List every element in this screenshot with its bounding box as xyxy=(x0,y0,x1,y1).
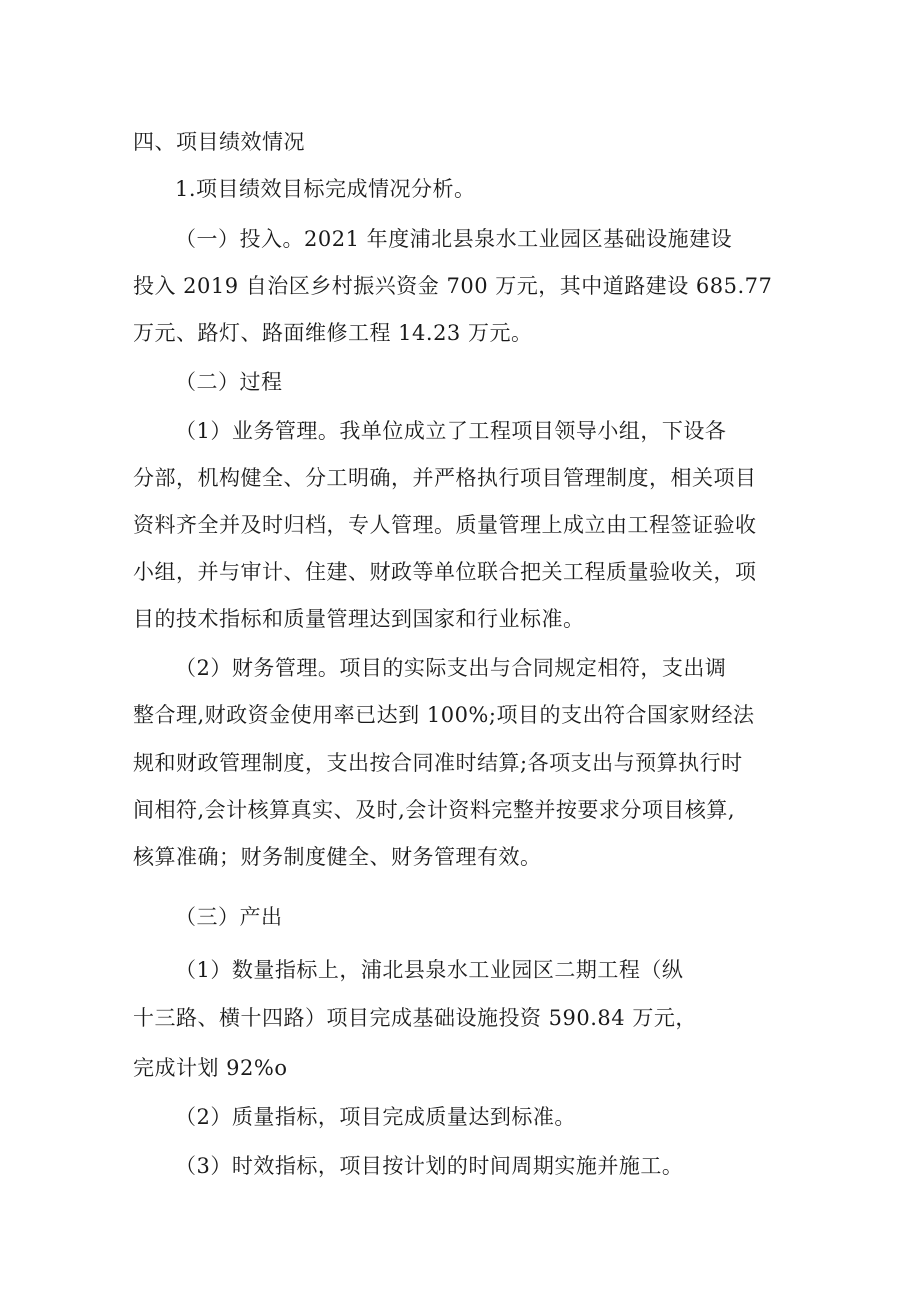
paragraph-line: （三）产出 xyxy=(175,905,283,929)
paragraph-line: （2）财务管理。项目的实际支出与合同规定相符，支出调 xyxy=(175,656,727,680)
paragraph-line: 目的技术指标和质量管理达到国家和行业标准。 xyxy=(133,607,585,631)
paragraph-line: 规和财政管理制度，支出按合同准时结算;各项支出与预算执行时 xyxy=(133,751,743,775)
paragraph-line: 投入 2019 自治区乡村振兴资金 700 万元，其中道路建设 685.77 xyxy=(133,274,773,298)
paragraph-line: 完成计划 92%o xyxy=(133,1056,288,1080)
paragraph-line: 核算准确；财务制度健全、财务管理有效。 xyxy=(133,845,542,869)
paragraph-line: 十三路、横十四路）项目完成基础设施投资 590.84 万元， xyxy=(133,1006,697,1030)
paragraph-line: （1）数量指标上，浦北县泉水工业园区二期工程（纵 xyxy=(175,958,684,982)
paragraph-line: 小组，并与审计、住建、财政等单位联合把关工程质量验收关，项 xyxy=(133,560,757,584)
paragraph-line: （二）过程 xyxy=(175,370,283,394)
paragraph-line: （2）质量指标，项目完成质量达到标准。 xyxy=(175,1105,576,1129)
paragraph-line: 资料齐全并及时归档，专人管理。质量管理上成立由工程签证验收 xyxy=(133,513,757,537)
paragraph-line: 万元、路灯、路面维修工程 14.23 万元。 xyxy=(133,321,533,345)
paragraph-line: 整合理,财政资金使用率已达到 100%;项目的支出符合国家财经法 xyxy=(133,703,755,727)
paragraph-line: 1.项目绩效目标完成情况分析。 xyxy=(175,177,476,201)
paragraph-line: 分部，机构健全、分工明确，并严格执行项目管理制度，相关项目 xyxy=(133,466,757,490)
section-heading: 四、项目绩效情况 xyxy=(133,130,305,154)
paragraph-line: （3）时效指标，项目按计划的时间周期实施并施工。 xyxy=(175,1154,684,1178)
paragraph-line: 间相符,会计核算真实、及时,会计资料完整并按要求分项目核算, xyxy=(133,798,736,822)
paragraph-line: （一）投入。2021 年度浦北县泉水工业园区基础设施建设 xyxy=(175,227,733,251)
paragraph-line: （1）业务管理。我单位成立了工程项目领导小组，下设各 xyxy=(175,419,727,443)
